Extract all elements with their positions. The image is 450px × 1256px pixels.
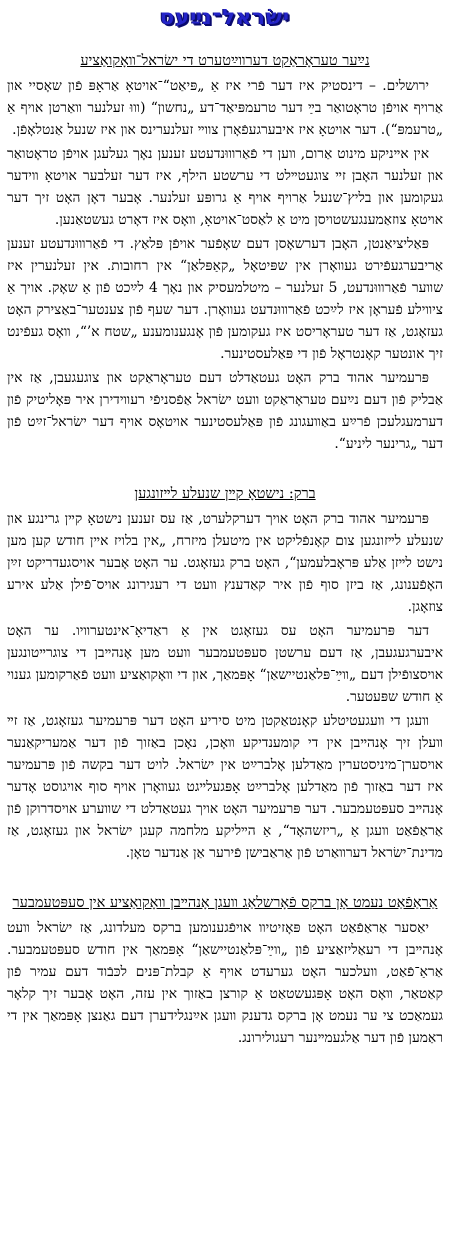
article-headline: ברק: נישטאָ קײן שנעלע לײזונגען xyxy=(134,486,316,502)
article-headline: אַראַפֿאַט נעמט אָן ברקס פֿאָרשלאַג װעגן אָנהײבן װאָקואַציע אין סעפּטעמבער xyxy=(12,895,438,911)
article-headline: נײַער טעראָראַקט דערװײַטערט די ישׂראל־װאָקואַציע xyxy=(80,53,370,69)
article-paragraph: װעגן די װעגעטיטלע קאָנטאַקטן מיט סיריע האָט דער פּרעמיער געזאָגט, אַז זײ װעלן זיך אָנהײבן אין די קומענדיקע װאָכן, נאָכן באַזוך פֿון דער אַמעריקאַנער אויסערן־מיניסטערין מאַדלען אָלברײַט אין ישׂראל. לויט דער בקשה פֿון פּרעמיער איז דער באַזוך פֿון מאַדלען אָלברײַט אָפּגעלײגט געװאָרן אויף סוף אויגוסט אָדער אָנהײב סעפּטעמבער. דער פּרעמיער האָט אויך געטאַדלט די שװערע אויסדרוקן פֿון אַראַפֿאַט װעגן אַ „ריזשהאָד“, אַ הײליקע מלחמה קעגן ישׂראל און געזאָגט, אַז מדינת־ישׂראל דערװאַרט פֿון אַראַבישן פֿירער אַן אַנדער טאָן. xyxy=(7,713,443,861)
article-paragraph: ירושלים. – דינסטיק איז דער פֿרי איז אַ „פּיאַט“־אויטאָ אַראָפּ פֿון שאָסיי און אַרויף אויפֿן טראָטואַר בײַ דער טרעמפּיאַד־דע „נחשון“ (װוּ זעלנער װאַרטן אויף אַ „טרעמפּ“). דער אויטאָ איז איבערגעפֿאָרן צװײ זעלנערינס און איז שנעל אַנטלאָפֿן. xyxy=(7,78,443,138)
article-1 xyxy=(7,52,443,455)
article-paragraph: אין אײניקע מינוט אַרום, װען די פֿאַרװוּנדעטע זענען נאָך געלעגן אויפֿן טראָטואַר און זעלנער האָבן זײ צוגעטײלט די ערשטע הילף, איז דער זעלבער אויטאָ װידער געקומען און בליץ־שנעל אַרויף אויף אַ גרופּע זעלנער. אָבער דאָן האָט זיך דער אויטאָ צוזאַמענגעשטויסן מיט אַ לאַסט־אויטאָ, װאָס איז דאָרט געשטאַנען. xyxy=(7,146,443,228)
article-paragraph: יאַסער אַראַפֿאַט האָט פּאָזיטיװ אויפֿגענומען ברקס מעלדונג, אַז ישׂראל װעט אָנהײבן די רעאַליזאַציע פֿון „װײַ־פּלאַנטיישאַן“ אָפּמאַך אין חודש סעפּטעמבער. אַראַ־פֿאַט, װעלכער האָט גערעדט אויף אַ קבלת־פּנים לכּבֿוד דעם עמיר פֿון קאַטאַר, װאָס האָט אָפּגעשטאַט אַ קורצן באַזוך אין עזה, האָט אָבער זיך קלאָר געמאַכט צי ער נעמט אָן ברקס גדענק װעגן אײַנגלידערן דעם גאַנצן אָפּמאַך אין די ראַמען פֿון דער אַלגעמײנער רעגולירונג. xyxy=(7,920,443,1046)
article-paragraph: פּרעמיער אהוד ברק האָט אויך דערקלערט, אַז עס זענען נישטאָ קײן גרינגע און שנעלע לײזונגען צום קאָנפֿליקט אין מיטעלן מיזרח, „אין בלויז אײן חודש קען מען נישט לײזן אַלע פּראָבלעמען“, האָט ברק געזאָגט. ער האָט אָבער אויסגעדריקט זײַן האָפֿענונג, אַז ביזן סוף פֿון איר קאַדענץ װעט די רעגירונג אויס־פֿילן אַלע אירע צוזאָגן. xyxy=(7,511,443,615)
article-3 xyxy=(7,894,443,1049)
article-paragraph: פּאַליציאַנטן, האָבן דערשאָסן דעם שאָפֿער אויפֿן פּלאַץ. די פֿאַרװוּנדעטע זענען אַריבערגעפֿירט געװאָרן אין שפּיטאָל „קאַפּלאַן“ אין רחובות. אין זעלנערין איז שװער פֿאַרװוּנדעט, 5 זעלנער – מיטלמעסיק און נאָך 4 לײַכט פֿון אַ שאָק. אויך אַ ציװילע פֿעראָן איז לײַכט פֿאַרװוּנדעט געװאָרן. דער שעף פֿון צענטער־באַצירק האָט געזאָגט, אַז דער טעראָריסט איז געקומען פֿון אָנגענומענע „שטח א’“, װאָס געפֿינט זיך אונטער קאָנטראָל פֿון די פּאַלעסטינער. xyxy=(7,236,443,362)
newspaper-page xyxy=(7,0,443,1049)
masthead xyxy=(7,4,443,34)
article-paragraph: דער פּרעמיער האָט עס געזאָגט אין אַ ראַדיאָ־אינטערװיו. ער האָט איבערגעגעבן, אַז דעם ערשטן סעפּטעמבער װעט מען אָנהײבן די צוגרײטונגען אויסצופֿילן דעם „װײַ־פּלאַנטיישאַן“ אָפּמאַך, און די װאָקואַציע װעט פֿאַרקומען גענוי אַ חודש שפּעטער. xyxy=(7,623,443,705)
masthead-logo: ישׂראל־נײַעס xyxy=(159,5,291,29)
article-paragraph: פּרעמיער אהוד ברק האָט געטאַדלט דעם טעראָראַקט און צוגעגעבן, אַז אין אַבליק פֿון דעם נײַעם טעראָראַקט װעט ישׂראל אַפֿסניפֿי רעװידירן איר פּאָליטיק פֿון דערמעגלעכן פֿרײַע באַװעגונג פֿון פּאַלעסטינער אויטאָס אויף דער ישׂראל־זײַט פֿון דער „גרינער ליניע“. xyxy=(7,370,443,452)
article-2 xyxy=(7,485,443,864)
